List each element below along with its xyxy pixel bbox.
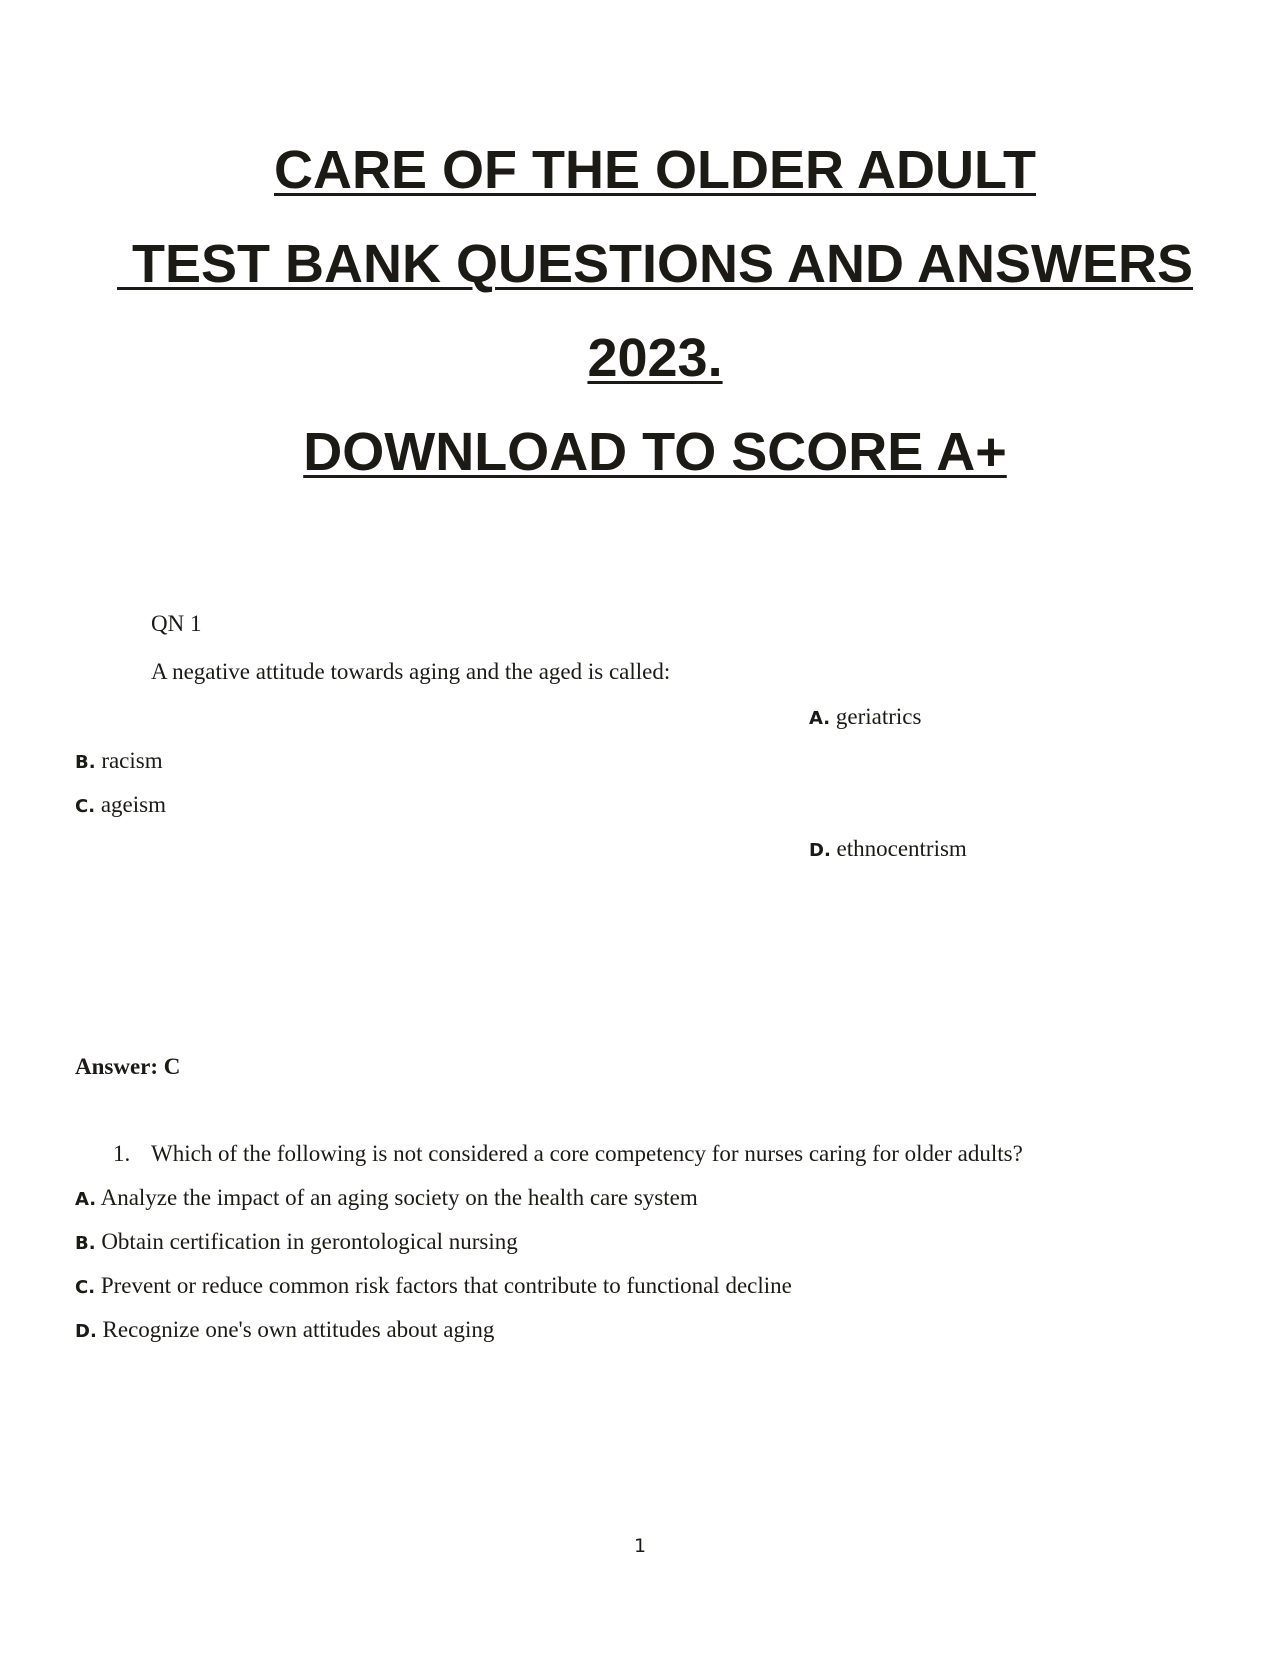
question-2-option-a	[75, 1184, 698, 1214]
question-2-option-d	[75, 1316, 494, 1346]
title-text-4: DOWNLOAD TO SCORE A+	[303, 422, 1007, 482]
option-letter: C.	[75, 1277, 96, 1298]
title-text-1: CARE OF THE OLDER ADULT	[274, 140, 1036, 200]
question-1-answer: Answer: C	[75, 1054, 181, 1079]
option-text: geriatrics	[835, 704, 922, 729]
option-letter: A.	[75, 1189, 97, 1210]
option-text: Analyze the impact of an aging society on the health care system	[100, 1185, 698, 1210]
option-letter: B.	[75, 1233, 96, 1254]
title-text-2: TEST BANK QUESTIONS AND ANSWERS	[116, 234, 1194, 294]
question-1-option-b	[75, 747, 163, 777]
page-number: 1	[633, 1535, 647, 1557]
option-text: Prevent or reduce common risk factors that contribute to functional decline	[100, 1273, 792, 1298]
question-1-option-d	[809, 835, 967, 865]
option-text: Obtain certification in gerontological nursing	[101, 1229, 518, 1254]
option-text: racism	[101, 748, 163, 773]
question-2-text: Which of the following is not considered a core competency for nurses caring for older adults?	[151, 1141, 1023, 1166]
option-letter: B.	[75, 752, 96, 773]
question-1-option-c	[75, 791, 166, 821]
question-1-text: A negative attitude towards aging and the aged is called:	[151, 659, 671, 684]
option-text: ethnocentrism	[836, 836, 967, 861]
question-2-option-b	[75, 1228, 518, 1258]
option-text: ageism	[100, 792, 166, 817]
question-2-option-c	[75, 1272, 792, 1302]
option-letter: D.	[75, 1321, 97, 1342]
option-letter: A.	[809, 708, 831, 729]
question-1-option-a	[809, 703, 921, 733]
option-letter: D.	[809, 840, 831, 861]
question-1-label: QN 1	[151, 611, 202, 636]
option-letter: C.	[75, 796, 96, 817]
title-text-3: 2023.	[587, 328, 723, 388]
document-title-line-4	[0, 362, 1280, 482]
question-2-number: 1.	[113, 1141, 131, 1166]
option-text: Recognize one's own attitudes about aging	[102, 1317, 495, 1342]
